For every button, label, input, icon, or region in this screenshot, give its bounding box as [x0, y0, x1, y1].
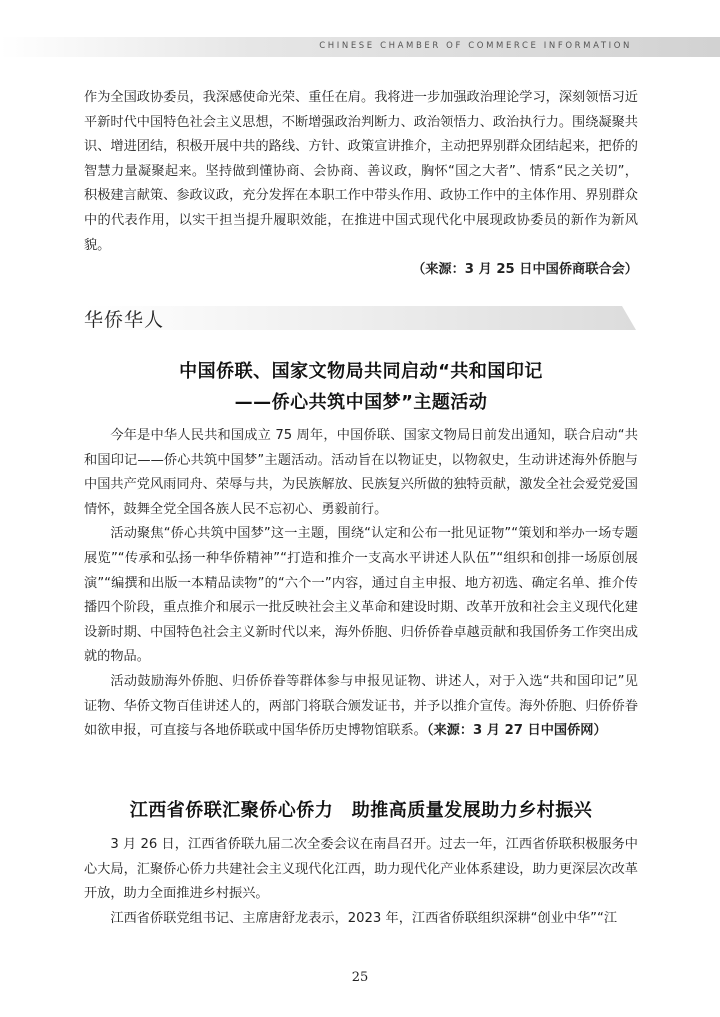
running-header: CHINESE CHAMBER OF COMMERCE INFORMATION — [319, 41, 632, 51]
intro-source: （来源：3 月 25 日中国侨商联合会） — [412, 262, 638, 278]
article1-paragraph-3 — [84, 670, 638, 744]
article1-title-line1: 中国侨联、国家文物局共同启动“共和国印记 — [179, 361, 543, 382]
page-number: 25 — [351, 970, 369, 985]
article2-paragraph-1: 3 月 26 日，江西省侨联九届二次全委会议在南昌召开。过去一年，江西省侨联积极服务中心大局，汇聚侨心侨力共建社会主义现代化江西，助力现代化产业体系建设，助力更深层次改革开放，助力全面推进乡村振兴。 — [84, 837, 638, 902]
article2-title: 江西省侨联汇聚侨心侨力 助推高质量发展助力乡村振兴 — [129, 800, 593, 821]
article1-title-line2: ——侨心共筑中国梦”主题活动 — [234, 392, 488, 413]
article2-paragraph-2: 江西省侨联党组书记、主席唐舒龙表示，2023 年，江西省侨联组织深耕“创业中华”“江 — [110, 910, 618, 926]
article1-body — [84, 424, 638, 744]
intro-paragraph — [84, 86, 638, 283]
section-header-bar — [84, 306, 636, 330]
section-title: 华侨华人 — [84, 309, 165, 331]
article1-source: （来源：3 月 27 日中国侨网） — [426, 723, 607, 739]
article1-paragraph-2: 活动聚焦“侨心共筑中国梦”这一主题，围绕“认定和公布一批见证物”“策划和举办一场专题展览”“传承和弘扬一种华侨精神”“打造和推介一支高水平讲述人队伍”“组织和创排一场原创展演”“编撰和出版一本精品读物”的“六个一”内容，通过自主申报、地方初选、确定名单、推介传播四个阶段，重点推介和展示一批反映社会主义革命和建设时期、改革开放和社会主义现代化建设新时期、中国特色社会主义新时代以来，海外侨胞、归侨侨眷卓越贡献和我国侨务工作突出成就的物品。 — [84, 526, 638, 665]
intro-text: 作为全国政协委员，我深感使命光荣、重任在肩。我将进一步加强政治理论学习，深刻领悟习近平新时代中国特色社会主义思想，不断增强政治判断力、政治领悟力、政治执行力。围绕凝聚共识、增进团结，积极开展中共的路线、方针、政策宣讲推介，主动把界别群众团结起来，把侨的智慧力量凝聚起来。坚持做到懂协商、会协商、善议政，胸怀“国之大者”、情系“民之关切”，积极建言献策、参政议政，充分发挥在本职工作中带头作用、政协工作中的主体作用、界别群众中的代表作用，以实干担当提升履职效能，在推进中国式现代化中展现政协委员的新作为新风貌。 — [84, 90, 638, 253]
article1-paragraph-1: 今年是中华人民共和国成立 75 周年，中国侨联、国家文物局日前发出通知，联合启动“共和国印记——侨心共筑中国梦”主题活动。活动旨在以物证史，以物叙史，生动讲述海外侨胞与中国共产党风雨同舟、荣辱与共，为民族解放、民族复兴所做的独特贡献，激发全社会爱党爱国情怀，鼓舞全党全国各族人民不忘初心、勇毅前行。 — [84, 428, 638, 517]
article1-paragraph-3-text: 活动鼓励海外侨胞、归侨侨眷等群体参与申报见证物、讲述人，对于入选“共和国印记”见证物、华侨文物百佳讲述人的，两部门将联合颁发证书，并予以推介宣传。海外侨胞、归侨侨眷如欲申报，可直接与各地侨联或中国华侨历史博物馆联系。 — [84, 673, 638, 739]
article2-body — [84, 833, 638, 931]
